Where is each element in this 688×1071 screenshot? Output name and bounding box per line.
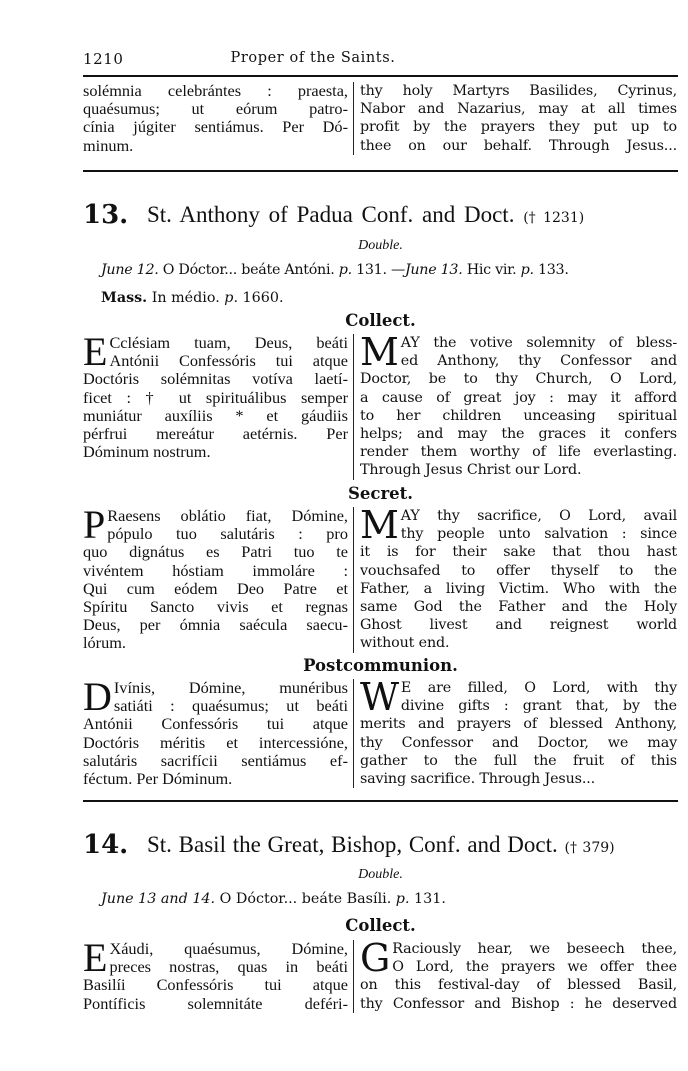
section-title xyxy=(147,202,584,228)
text-line: Deus, per ómnia saécula saecu- xyxy=(83,615,348,635)
text-line: Antónii Confessóris tui atque xyxy=(83,714,348,734)
drop-cap: P xyxy=(83,502,106,547)
text-line: preces nostras, quas in beáti xyxy=(109,957,348,977)
text-line: Through Jesus Christ our Lord. xyxy=(360,462,582,479)
running-title: Proper of the Saints. xyxy=(230,50,396,66)
text-line: Ivínis, Dómine, munéribus xyxy=(113,678,348,697)
text-line: Raciously hear, we beseech thee, xyxy=(392,941,677,957)
carryover-english xyxy=(353,82,677,155)
text-line: gather to the full the fruit of this xyxy=(360,752,677,769)
section-separator xyxy=(83,800,678,802)
text-line: O Lord, the prayers we offer thee xyxy=(392,959,677,976)
drop-cap: M xyxy=(360,330,399,374)
page-abbrev: p. xyxy=(391,891,410,907)
saint-name: St. Anthony of Padua Conf. and Doct. xyxy=(147,202,515,227)
saint-name: St. Basil the Great, Bishop, Conf. and Doct. xyxy=(147,832,558,857)
drop-cap: D xyxy=(83,674,112,719)
text-line: thy holy Martyrs Basilides, Cyrinus, xyxy=(360,83,677,99)
date-ref: June 12. xyxy=(101,262,159,278)
text-line: AY thy sacrifice, O Lord, avail xyxy=(400,508,677,524)
text-line: pérfrui mereátur aetérnis. Per xyxy=(83,424,348,444)
collect-heading: Collect. xyxy=(345,311,416,330)
text-line: féctum. Per Dóminum. xyxy=(83,769,233,789)
text-line: to her children unceasing spiritual xyxy=(360,407,677,424)
page-abbrev: p. xyxy=(516,262,534,278)
text-line: Antónii Confessóris tui atque xyxy=(109,351,348,371)
text-line: divine gifts : grant that, by the xyxy=(400,698,677,715)
text-line: Raesens oblátio fiat, Dómine, xyxy=(107,506,348,525)
text-line: Pontíficis solemnitáte deféri- xyxy=(83,993,348,1013)
office-reference xyxy=(101,262,569,278)
text-line: profit by the prayers they put up to xyxy=(360,119,677,136)
text-line: Doctóris solémnitas votíva laetí- xyxy=(83,369,348,389)
text-line: Cclésiam tuam, Deus, beáti xyxy=(109,333,348,352)
text-line: E are filled, O Lord, with thy xyxy=(400,680,677,696)
text-line: Dóminum nostrum. xyxy=(83,442,211,462)
text-line: ficet : † ut spirituálibus semper xyxy=(83,387,348,407)
drop-cap: E xyxy=(83,935,108,980)
antiphon-ref: O Dóctor... beáte Antóni. xyxy=(158,262,335,278)
text-line: Doctóris méritis et intercessióne, xyxy=(83,732,348,752)
running-head xyxy=(83,50,678,70)
text-line: pópulo tuo salutáris : pro xyxy=(107,524,348,544)
text-line: Doctor, be to thy Church, O Lord, xyxy=(360,371,677,388)
text-line: vivéntem hóstiam immoláre : xyxy=(83,560,348,580)
drop-cap: M xyxy=(360,503,399,547)
header-rule xyxy=(83,75,678,77)
page-ref: 131. — xyxy=(351,262,405,278)
text-line: lórum. xyxy=(83,633,126,653)
text-line: thy Confessor and Doctor, we may xyxy=(360,734,677,751)
office-reference xyxy=(101,891,446,907)
text-line: helps; and may the graces it confers xyxy=(360,426,677,443)
collect-english xyxy=(353,936,677,1013)
text-line: thy Confessor and Bishop : he deserved xyxy=(360,995,677,1012)
text-line: solémnia celebrántes : praesta, xyxy=(83,81,348,100)
text-line: without end. xyxy=(360,635,450,652)
text-line: render them worthy of life everlasting. xyxy=(360,444,677,461)
death-date: († 1231) xyxy=(523,210,585,226)
text-line: Ghost livest and reignest world xyxy=(360,617,677,634)
death-date: († 379) xyxy=(564,840,615,856)
text-line: merits and prayers of blessed Anthony, xyxy=(360,716,677,733)
text-line: Basilíi Confessóris tui atque xyxy=(83,975,348,995)
text-line: thy people unto salvation : since xyxy=(400,526,677,543)
postcommunion-english xyxy=(353,675,677,788)
section-number: 13. xyxy=(83,200,129,230)
secret-english xyxy=(353,503,677,653)
text-line: Father, a living Victim. Who with the xyxy=(360,580,677,597)
text-line: Xáudi, quaésumus, Dómine, xyxy=(109,939,348,958)
mass-label: Mass. xyxy=(101,290,148,306)
collect-english xyxy=(353,330,677,480)
secret-latin xyxy=(83,502,348,653)
drop-cap: E xyxy=(83,329,108,374)
section-number: 14. xyxy=(83,830,129,860)
collect-heading: Collect. xyxy=(345,916,416,935)
page-abbrev: p. xyxy=(334,262,352,278)
section-separator xyxy=(83,170,678,172)
text-line: same God the Father and the Holy xyxy=(360,599,677,616)
text-line: Qui cum eódem Deo Patre et xyxy=(83,578,348,598)
text-line: a cause of great joy : may it afford xyxy=(360,389,677,406)
text-line: Spíritu Sancto vivis et regnas xyxy=(83,597,348,617)
mass-reference xyxy=(101,290,284,306)
page-abbrev: p. xyxy=(219,290,239,306)
text-line: satiáti : quaésumus; ut beáti xyxy=(113,696,348,716)
antiphon-ref: Hic vir. xyxy=(462,262,517,278)
text-line: quo dignátus es Patri tuo te xyxy=(83,542,348,562)
drop-cap: W xyxy=(360,675,399,719)
feast-rank: Double. xyxy=(358,867,403,882)
text-line: AY the votive solemnity of bless- xyxy=(400,335,677,351)
text-line: on this festival-day of blessed Basil, xyxy=(360,977,677,994)
text-line: minum. xyxy=(83,135,134,155)
page-number: 1210 xyxy=(83,50,124,68)
page-ref: 1660. xyxy=(238,290,284,306)
feast-rank: Double. xyxy=(358,238,403,253)
text-line: vouchsafed to offer thyself to the xyxy=(360,562,677,579)
postcommunion-latin xyxy=(83,674,348,789)
text-line: salutáris sacrifícii sentiámus ef- xyxy=(83,750,348,770)
text-line: thee on our behalf. Through Jesus... xyxy=(360,137,677,154)
text-line: ed Anthony, thy Confessor and xyxy=(400,353,677,370)
date-ref: June 13. xyxy=(404,262,463,278)
collect-latin xyxy=(83,329,348,462)
collect-latin xyxy=(83,935,348,1013)
page-ref: 131. xyxy=(409,891,446,907)
introit-ref: In médio. xyxy=(147,290,220,306)
page-ref: 133. xyxy=(533,262,569,278)
text-line: it is for their sake that thou hast xyxy=(360,544,677,561)
postcommunion-heading: Postcommunion. xyxy=(303,656,458,675)
text-line: quaésumus; ut eórum patro- xyxy=(83,99,348,119)
secret-heading: Secret. xyxy=(347,484,414,503)
text-line: saving sacrifice. Through Jesus... xyxy=(360,771,596,788)
text-line: muniátur auxíliis * et gáudiis xyxy=(83,405,348,425)
antiphon-ref: O Dóctor... beáte Basíli. xyxy=(215,891,392,907)
text-line: Nabor and Nazarius, may at all times xyxy=(360,101,677,118)
text-line: cínia júgiter sentiámus. Per Dó- xyxy=(83,117,348,137)
carryover-latin xyxy=(83,82,348,155)
drop-cap: G xyxy=(360,936,391,980)
section-title xyxy=(147,832,615,858)
date-ref: June 13 and 14. xyxy=(101,891,216,907)
